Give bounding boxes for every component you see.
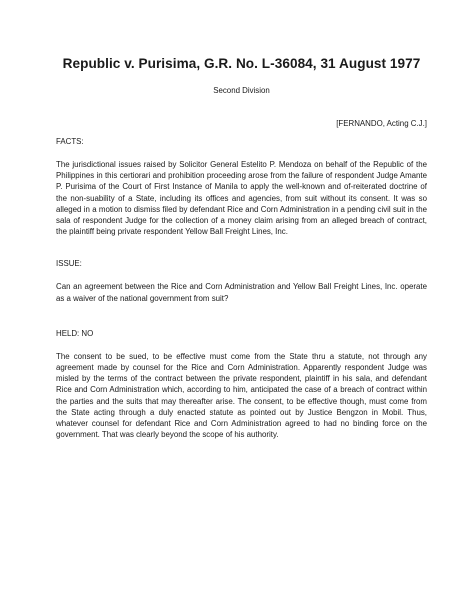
ponente-label: [FERNANDO, Acting C.J.] xyxy=(336,119,427,128)
facts-heading: FACTS: xyxy=(56,137,84,146)
facts-section xyxy=(56,129,427,237)
held-heading: HELD: NO xyxy=(56,328,94,338)
division-label: Second Division xyxy=(213,86,270,95)
issue-heading: ISSUE: xyxy=(56,259,82,269)
facts-paragraph: The jurisdictional issues raised by Solicitor General Estelito P. Mendoza on behalf of the Republic of the Philippines in this certiorari and prohibition proceeding arose from the failure of respondent Judge Amante P. Purisima of the Court of First Instance of Manila to apply the well-known and of-reiterated doctrine of the non-suability of a State, including its offices and agencies, from suit without its consent. It was so alleged in a motion to dismiss filed by defendant Rice and Corn Administration in a pending civil suit in the sala of respondent Judge for the collection of a money claim arising from an alleged breach of contract, the plaintiff being private respondent Yellow Ball Freight Lines, Inc. xyxy=(56,160,427,237)
issue-paragraph: Can an agreement between the Rice and Corn Administration and Yellow Ball Freight Lines, Inc. operate as a waiver of the national government from suit? xyxy=(56,282,427,303)
case-title: Republic v. Purisima, G.R. No. L-36084, 31 August 1977 xyxy=(62,56,421,71)
held-section xyxy=(56,304,427,441)
issue-section xyxy=(56,237,427,303)
held-paragraph: The consent to be sued, to be effective must come from the State thru a statute, not through any agreement made by counsel for the Rice and Corn Administration. Apparently respondent Judge was misled by the terms of the contract between the private respondent, plaintiff in his sala, and defendant Rice and Corn Administration which, according to him, anticipated the case of a breach of contract within the parties and the suits that may thereafter arise. The consent, to be effective though, must come from the State acting through a duly enacted statute as pointed out by Justice Bengzon in Mobil. Thus, whatever counsel for defendant Rice and Corn Administration agreed to had no binding force on the government. That was clearly beyond the scope of his authority. xyxy=(56,351,427,440)
